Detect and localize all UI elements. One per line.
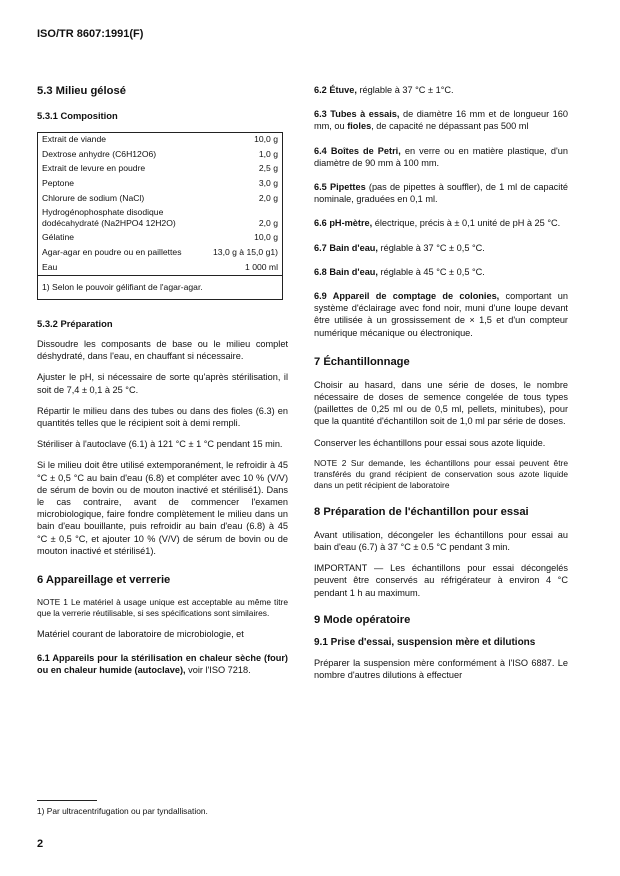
paragraph: IMPORTANT — Les échantillons pour essai décongelés peuvent être conservés au réfrigérateur à environ 4 °C pendant 1 h au maximum. xyxy=(314,563,568,598)
item-6-1 xyxy=(37,652,288,676)
table-footnote-row xyxy=(38,276,283,300)
ingredient-value: 2,5 g xyxy=(258,163,278,174)
section-9-title: 9 Mode opératoire xyxy=(314,613,411,626)
table-row xyxy=(38,261,283,276)
left-column xyxy=(37,84,288,686)
ingredient-value: 13,0 g à 15,0 g1) xyxy=(213,246,278,257)
table-row xyxy=(38,231,283,246)
item-6-8 xyxy=(314,266,568,278)
paragraph: Dissoudre les composants de base ou le milieu complet déshydraté, dans l'eau, en chauffant si nécessaire. xyxy=(37,338,288,362)
item-6-7-title: 6.7 Bain d'eau, xyxy=(314,242,378,253)
paragraph: Préparer la suspension mère conformément à l'ISO 6887. Le nombre d'autres dilutions à effectuer xyxy=(314,657,568,681)
ingredient-name: Peptone xyxy=(42,177,75,188)
table-row xyxy=(38,148,283,163)
item-6-6 xyxy=(314,217,568,229)
ingredient-value: 10,0 g xyxy=(254,134,278,145)
ingredient-value: 10,0 g xyxy=(254,232,278,243)
section-5-3-1-title: 5.3.1 Composition xyxy=(37,110,118,121)
paragraph: Répartir le milieu dans des tubes ou dans des fioles (6.3) en quantités telles que le récipient soit à demi rempli. xyxy=(37,405,288,428)
section-5-3-title: 5.3 Milieu gélosé xyxy=(37,85,126,97)
table-footnote: 1) Selon le pouvoir gélifiant de l'agar-agar. xyxy=(38,276,283,300)
paragraph: Stériliser à l'autoclave (6.1) à 121 °C ± 1 °C pendant 15 min. xyxy=(37,439,283,450)
item-6-5-title: 6.5 Pipettes xyxy=(314,182,366,193)
table-row xyxy=(38,246,283,261)
item-6-7 xyxy=(314,242,568,254)
paragraph: Ajuster le pH, si nécessaire de sorte qu'après stérilisation, il soit de 7,4 ± 0,1 à 25 °C. xyxy=(37,372,288,395)
table-row xyxy=(38,177,283,192)
item-6-1-text: voir l'ISO 7218. xyxy=(185,665,251,676)
item-6-7-text: réglable à 37 °C ± 0,5 °C. xyxy=(377,242,485,253)
item-6-6-text: électrique, précis à ± 0,1 unité de pH à 25 °C. xyxy=(372,218,561,229)
ingredient-name: Dextrose anhydre (C6H12O6) xyxy=(42,148,157,159)
item-6-2-text: réglable à 37 °C ± 1°C. xyxy=(356,85,454,95)
ingredient-name: Extrait de levure en poudre xyxy=(42,163,146,174)
item-6-5-text: (pas de pipettes à souffler), de 1 ml de capacité nominale, graduées en 0,1 ml. xyxy=(314,182,568,205)
item-6-8-title: 6.8 Bain d'eau, xyxy=(314,266,378,277)
item-6-4-text: en verre ou en matière plastique, d'un diamètre de 90 mm à 100 mm. xyxy=(314,145,568,168)
item-6-9 xyxy=(314,290,568,339)
item-6-8-text: réglable à 45 °C ± 0,5 °C. xyxy=(377,266,485,277)
footnote-rule xyxy=(37,800,97,801)
table-row xyxy=(38,192,283,207)
item-6-3-title-2: fioles xyxy=(347,121,372,132)
paragraph: Choisir au hasard, dans une série de doses, le nombre nécessaire de doses de semence congelée de tous types (paillettes de 0,25 ml ou de 0,5 ml, pellets, minitubes), pour que la quantité d'échantillon soit de 1,0 ml par série de doses. xyxy=(314,379,568,427)
note-2: NOTE 2 Sur demande, les échantillons pour essai peuvent être transférés du grand récipient de conservation sous azote liquide dans un petit récipient de laboratoire xyxy=(314,457,568,490)
item-6-4-title: 6.4 Boîtes de Petri, xyxy=(314,145,401,156)
paragraph: Avant utilisation, décongeler les échantillons pour essai au bain d'eau (6.7) à 37 °C ± 0.5 °C pendant 3 min. xyxy=(314,529,568,553)
table-row xyxy=(38,206,283,231)
ingredient-name: Eau xyxy=(42,261,58,272)
item-6-3 xyxy=(314,108,568,132)
ingredient-value: 2,0 g xyxy=(258,217,278,228)
ingredient-value: 3,0 g xyxy=(258,177,278,188)
ingredient-name: Hydrogénophosphate disodique dodécahydraté (Na2HPO4 12H2O) xyxy=(42,207,176,228)
ingredient-value: 2,0 g xyxy=(258,192,278,203)
item-6-5 xyxy=(314,181,568,205)
ingredient-name: Gélatine xyxy=(42,232,75,243)
section-6-title: 6 Appareillage et verrerie xyxy=(37,573,171,586)
ingredient-name: Chlorure de sodium (NaCl) xyxy=(42,192,145,203)
right-column xyxy=(314,84,568,690)
item-6-9-title: 6.9 Appareil de comptage de colonies, xyxy=(314,291,500,302)
table-row xyxy=(38,162,283,177)
item-6-4 xyxy=(314,145,568,169)
item-6-3-text: de diamètre 16 mm et de longueur 160 mm, ou xyxy=(314,109,568,132)
section-7-title: 7 Échantillonnage xyxy=(314,355,410,368)
section-8-title: 8 Préparation de l'échantillon pour essai xyxy=(314,505,529,518)
item-6-6-title: 6.6 pH-mètre, xyxy=(314,218,373,229)
table-row xyxy=(38,133,283,148)
item-6-2-title: 6.2 Étuve, xyxy=(314,85,357,95)
item-6-9-text: comportant un système d'éclairage avec fond noir, muni d'une loupe devant être utilisée à un grossissement de × 1,5 et d'un compteur numérique mécanique ou électronique. xyxy=(314,291,568,338)
section-9-1-title: 9.1 Prise d'essai, suspension mère et dilutions xyxy=(314,636,536,648)
page-number: 2 xyxy=(37,838,44,850)
note-1: NOTE 1 Le matériel à usage unique est acceptable au même titre que la verrerie réutilisable, si ses spécifications sont similaires. xyxy=(37,596,288,618)
page-footnote: 1) Par ultracentrifugation ou par tyndallisation. xyxy=(37,806,208,816)
paragraph: Conserver les échantillons pour essai sous azote liquide. xyxy=(314,437,546,448)
paragraph: Si le milieu doit être utilisé extemporanément, le refroidir à 45 °C ± 0,5 °C au bain d'eau (6.8) et compléter avec 10 % (V/V) de sérum de bovin ou de mouton inactivé et stérilisé1). Dans le cas contraire, avant de commencer l'examen microbiologique, faire fondre complètement le milieu dans un bain d'eau bouillante, puis refroidir au bain d'eau (6.8) à 45 °C ± 0,5 °C, et ajouter 10 % (V/V) de sérum de bovin ou de mouton inactivé et stérilisé1). xyxy=(37,460,288,556)
ingredient-name: Extrait de viande xyxy=(42,134,107,145)
document-header: ISO/TR 8607:1991(F) xyxy=(37,28,144,40)
item-6-2 xyxy=(314,84,568,96)
ingredient-value: 1,0 g xyxy=(258,148,278,159)
item-6-1-title: 6.1 Appareils pour la stérilisation en chaleur sèche (four) ou en chaleur humide (autoclave), xyxy=(37,653,288,676)
paragraph: Matériel courant de laboratoire de microbiologie, et xyxy=(37,628,244,639)
ingredient-value: 1 000 ml xyxy=(245,261,278,272)
composition-table xyxy=(37,132,283,300)
ingredient-name: Agar-agar en poudre ou en paillettes xyxy=(42,246,182,257)
section-5-3-2-title: 5.3.2 Préparation xyxy=(37,317,113,329)
item-6-3-text-2: , de capacité ne dépassant pas 500 ml xyxy=(371,121,529,132)
item-6-3-title: 6.3 Tubes à essais, xyxy=(314,109,400,120)
